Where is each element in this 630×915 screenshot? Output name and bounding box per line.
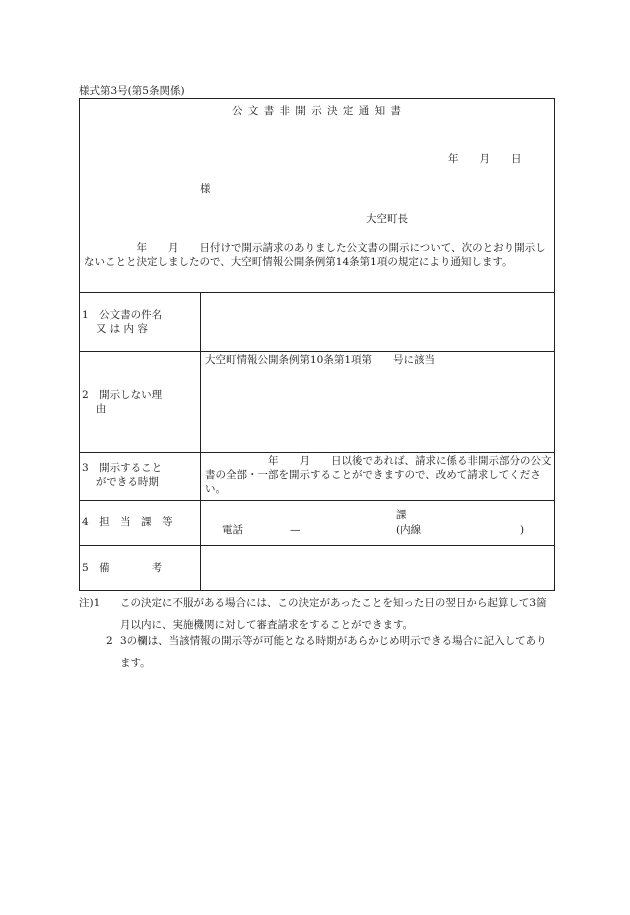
row-label-remarks: 5 備 考 (82, 562, 163, 574)
phone-label: 電話 (222, 524, 243, 536)
extension-label: (内線 (396, 524, 422, 536)
row-divider (79, 545, 555, 546)
addressee-line: 様 (200, 183, 211, 195)
phone-dash: — (290, 524, 301, 536)
notice-body-text: 年 月 日付けで開示請求のありました公文書の開示について、次のとおり開示しないことと決定しましたので、大空町情報公開条例第14条第1項の規定により通知します。 (84, 242, 546, 268)
department-suffix: 課 (396, 509, 407, 521)
row-value-reason: 大空町情報公開条例第10条第1項第 号に該当 (205, 354, 436, 366)
row-divider (79, 452, 555, 453)
issuer-name: 大空町長 (366, 213, 408, 225)
form-number-label: 様式第3号(第5条関係) (79, 85, 185, 97)
document-title: 公 文 書 非 開 示 決 定 通 知 書 (232, 105, 402, 117)
row-label-disclosure-time: 3 開示すること ができる時期 (82, 462, 163, 488)
note-2-text: 3の欄は、当該情報の開示等が可能となる時期があらかじめ明示できる場合に記入してあります。 (120, 635, 547, 669)
date-line: 年 月 日 (448, 153, 522, 165)
row-divider (79, 500, 555, 501)
extension-close: ) (520, 524, 525, 536)
note-2-marker: 2 (106, 635, 113, 647)
row-divider (79, 351, 555, 352)
note-1-marker: 注)1 (79, 597, 101, 609)
row-value-disclosure-time: 年 月 日以後であれば、請求に係る非開示部分の公文書の全部・一部を開示することができますので、改めて請求してください。 (205, 455, 552, 495)
row-label-reason: 2 開示しない理 由 (82, 389, 163, 415)
row-label-department: 4 担 当 課 等 (82, 516, 173, 528)
row-divider (79, 292, 555, 293)
column-divider (200, 292, 201, 591)
note-1-text: この決定に不服がある場合には、この決定があったことを知った日の翌日から起算して3箇月以内に、実施機関に対して審査請求をすることができます。 (120, 597, 547, 631)
row-label-subject: 1 公文書の件名 又 は 内 容 (82, 309, 163, 335)
